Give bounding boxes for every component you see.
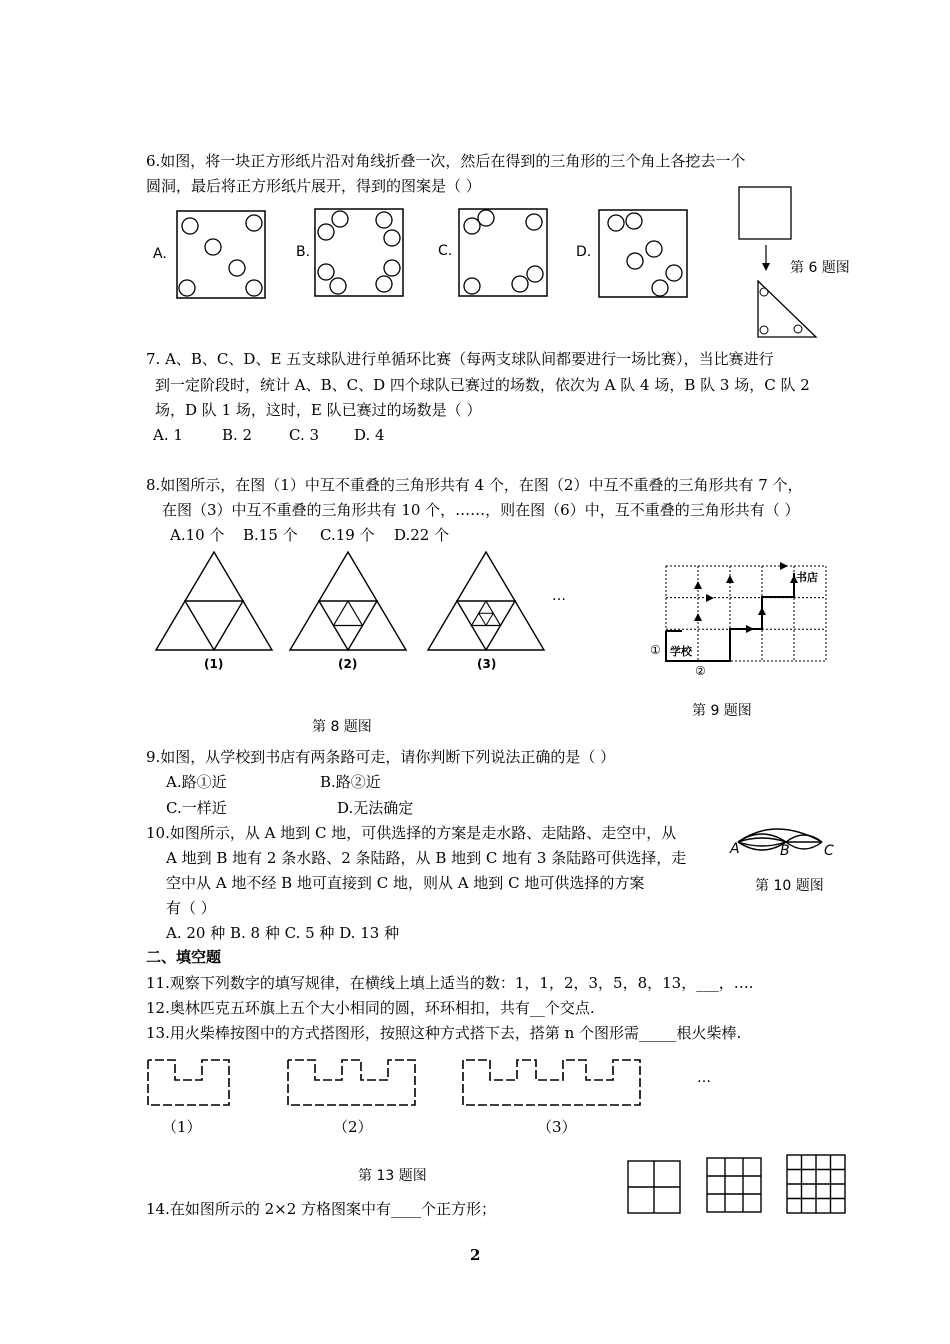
q6-option-d-figure — [598, 209, 690, 299]
q9-bookstore-label: 书店 — [796, 571, 818, 584]
q8-triangle-figure-2 — [288, 550, 408, 655]
q13-matchstick-figure-2 — [285, 1055, 425, 1110]
q9-option-c: C.一样近 — [166, 799, 227, 817]
q9-route-2-label: ② — [695, 664, 706, 678]
q14-grid-4x4 — [786, 1154, 848, 1216]
page-number: 2 — [470, 1246, 481, 1264]
q10-label-b: B — [780, 843, 790, 859]
q8-triangle-figure-1 — [154, 550, 274, 655]
q9-caption: 第 9 题图 — [692, 703, 752, 719]
q10-caption: 第 10 题图 — [755, 878, 824, 894]
q14-text: 14.在如图所示的 2×2 方格图案中有____个正方形； — [146, 1200, 497, 1218]
q6-caption: 第 6 题图 — [790, 260, 850, 276]
q9-option-a: A.路①近 — [166, 773, 227, 791]
q6-line1: 6.如图，将一块正方形纸片沿对角线折叠一次，然后在得到的三角形的三个角上各挖去一个 — [146, 152, 746, 170]
q10-options: A. 20 种 B. 8 种 C. 5 种 D. 13 种 — [166, 924, 400, 942]
q7-line2: 到一定阶段时，统计 A、B、C、D 四个球队已赛过的场数，依次为 A 队 4 场，B 队 3 场，C 队 2 — [155, 376, 810, 394]
q8-fig-label-3: (3) — [477, 657, 497, 671]
q7-line3: 场，D 队 1 场，这时，E 队已赛过的场数是（ ） — [155, 401, 482, 419]
q7-option-c: C. 3 — [289, 426, 320, 444]
q14-grid-3x3 — [706, 1157, 764, 1215]
q9-route-1-label: ① — [650, 643, 661, 657]
q10-line4: 有（ ） — [166, 899, 216, 917]
q6-option-b-figure — [314, 208, 406, 298]
q6-option-d-label: D. — [576, 244, 592, 260]
q6-option-c-label: C. — [438, 243, 453, 259]
q11-text: 11.观察下列数字的填写规律，在横线上填上适当的数：1，1，2，3，5，8，13，___，…. — [146, 974, 754, 992]
q10-line1: 10.如图所示，从 A 地到 C 地，可供选择的方案是走水路、走陆路、走空中，从 — [146, 824, 677, 842]
q6-option-b-label: B. — [296, 244, 311, 260]
q10-line3: 空中从 A 地不经 B 地可直接到 C 地，则从 A 地到 C 地可供选择的方案 — [166, 874, 645, 892]
q8-option-b: B.15 个 — [243, 526, 298, 544]
q10-label-a: A — [730, 841, 740, 857]
q8-triangle-figure-3 — [426, 550, 546, 655]
q8-caption: 第 8 题图 — [312, 719, 372, 735]
q8-option-d: D.22 个 — [394, 526, 450, 544]
q7-option-b: B. 2 — [222, 426, 253, 444]
q6-line2: 圆洞，最后将正方形纸片展开，得到的图案是（ ） — [146, 177, 481, 195]
q13-text: 13.用火柴棒按图中的方式搭图形，按照这种方式搭下去，搭第 n 个图形需_____根火柴棒. — [146, 1024, 742, 1042]
q6-option-a-figure — [176, 210, 268, 300]
q9-school-label: 学校 — [670, 645, 692, 658]
q13-fig-label-3: （3） — [537, 1118, 577, 1136]
q14-grid-2x2 — [627, 1160, 683, 1216]
q8-line2: 在图（3）中互不重叠的三角形共有 10 个，……，则在图（6）中，互不重叠的三角形共有（ ） — [162, 501, 800, 519]
q12-text: 12.奥林匹克五环旗上五个大小相同的圆，环环相扣，共有__个交点. — [146, 999, 595, 1017]
q6-option-c-figure — [458, 208, 550, 298]
q7-line1: 7. A、B、C、D、E 五支球队进行单循环比赛（每两支球队间都要进行一场比赛），当比赛进行 — [146, 350, 774, 368]
q7-option-d: D. 4 — [354, 426, 385, 444]
q13-fig-label-1: （1） — [162, 1118, 202, 1136]
section-fill-in-title: 二、填空题 — [146, 948, 222, 966]
q10-line2: A 地到 B 地有 2 条水路、2 条陆路，从 B 地到 C 地有 3 条陆路可供选择，走 — [166, 849, 687, 867]
q8-option-c: C.19 个 — [320, 526, 375, 544]
q6-option-a-label: A. — [153, 246, 167, 262]
q9-line1: 9.如图，从学校到书店有两条路可走，请你判断下列说法正确的是（ ） — [146, 748, 616, 766]
q9-option-b: B.路②近 — [320, 773, 381, 791]
q13-caption: 第 13 题图 — [358, 1168, 427, 1184]
q8-option-a: A.10 个 — [170, 526, 225, 544]
q8-line1: 8.如图所示，在图（1）中互不重叠的三角形共有 4 个，在图（2）中互不重叠的三角形共有 7 个， — [146, 476, 803, 494]
q10-label-c: C — [824, 843, 834, 859]
q7-option-a: A. 1 — [153, 426, 183, 444]
q13-ellipsis: … — [697, 1070, 711, 1086]
q9-option-d: D.无法确定 — [337, 799, 414, 817]
q13-matchstick-figure-3 — [460, 1055, 650, 1110]
q13-fig-label-2: （2） — [333, 1118, 373, 1136]
q8-fig-label-2: (2) — [338, 657, 358, 671]
q8-fig-label-1: (1) — [204, 657, 224, 671]
q8-ellipsis: … — [552, 588, 566, 604]
q13-matchstick-figure-1 — [145, 1055, 235, 1110]
